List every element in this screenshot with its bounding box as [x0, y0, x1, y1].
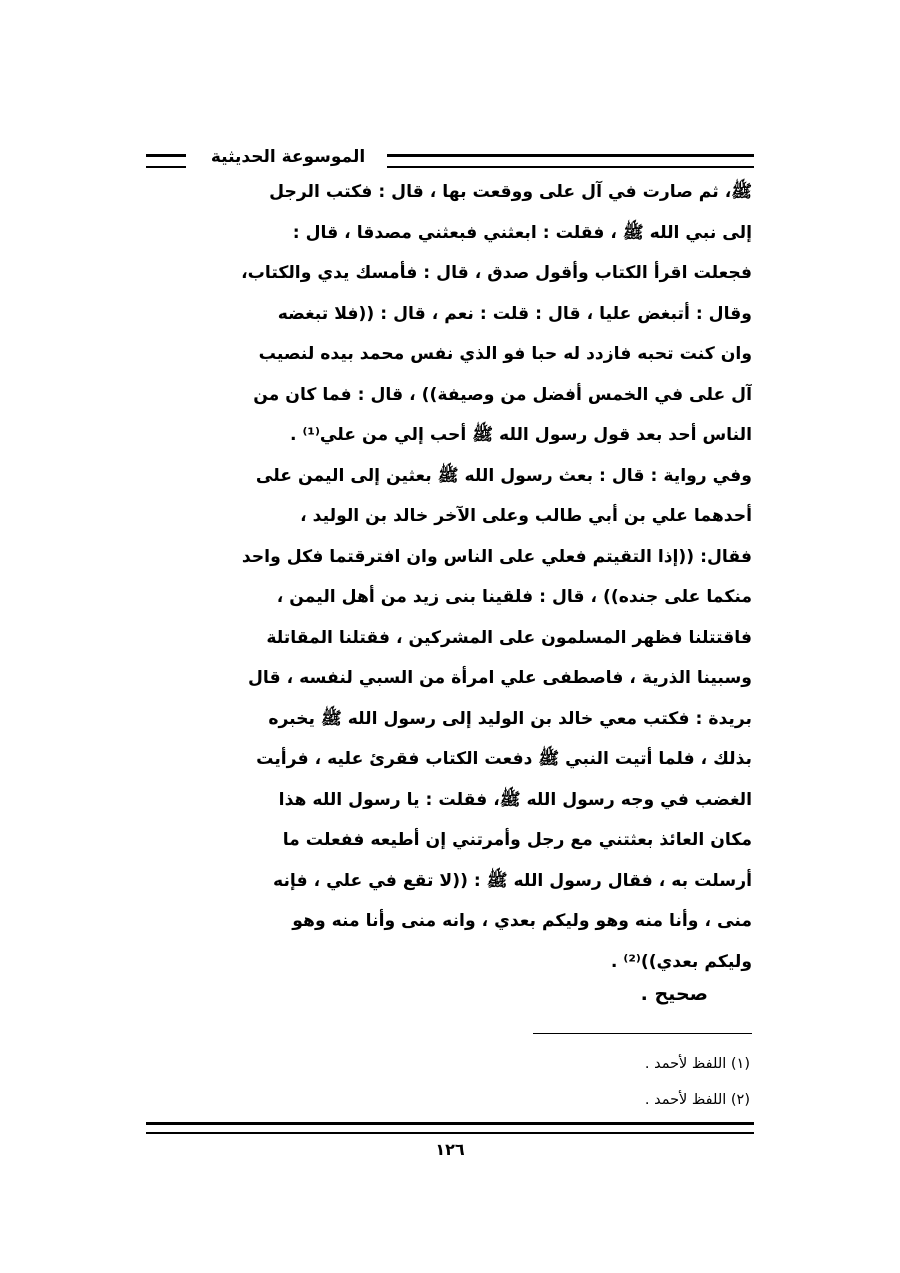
- text-line: الناس أحد بعد قول رسول الله ﷺ أحب إلي من علي⁽¹⁾ .: [289, 425, 752, 445]
- text-line: وقال : أتبغض عليا ، قال : قلت : نعم ، قال : ((فلا تبغضه: [277, 303, 752, 324]
- text-line: وسبينا الذرية ، فاصطفى علي امرأة من السبي لنفسه ، قال: [248, 668, 752, 688]
- text-line: وليكم بعدي))⁽²⁾ .: [610, 951, 752, 972]
- text-line: أحدهما علي بن أبي طالب وعلى الآخر خالد بن الوليد ،: [300, 506, 752, 526]
- text-line: بذلك ، فلما أتيت النبي ﷺ دفعت الكتاب فقرئ عليه ، فرأيت: [256, 749, 752, 769]
- main-text: [148, 172, 752, 982]
- footnotes: [150, 1046, 750, 1118]
- text-line: فاقتتلنا فظهر المسلمون على المشركين ، فقتلنا المقاتلة: [266, 627, 752, 648]
- text-line: آل على في الخمس أفضل من وصيفة)) ، قال : فما كان من: [253, 384, 752, 405]
- text-line: وان كنت تحبه فازدد له حبا فو الذي نفس محمد بيده لنصيب: [258, 344, 752, 364]
- text-line: بريدة : فكتب معي خالد بن الوليد إلى رسول الله ﷺ يخبره: [268, 708, 752, 729]
- text-line: الغضب في وجه رسول الله ﷺ، فقلت : يا رسول الله هذا: [278, 789, 752, 810]
- text-line: منى ، وأنا منه وهو وليكم بعدي ، وانه منى وأنا منه وهو: [292, 911, 752, 931]
- header-rule-right: [387, 154, 754, 168]
- text-line: ﷺ، ثم صارت في آل على ووقعت بها ، قال : فكتب الرجل: [269, 182, 752, 202]
- grading-verdict: صحيح .: [640, 983, 708, 1005]
- text-line: إلى نبي الله ﷺ ، فقلت : ابعثني فبعثني مصدقا ، قال :: [292, 222, 752, 243]
- page-number: ١٢٦: [435, 1140, 465, 1159]
- bottom-rule: [146, 1122, 754, 1134]
- text-line: مكان العائذ بعثتني مع رجل وأمرتني إن أطيعه ففعلت ما: [282, 830, 752, 850]
- text-line: فقال: ((إذا التقيتم فعلي على الناس وان افترقتما فكل واحد: [241, 546, 752, 567]
- running-header: [146, 140, 754, 176]
- header-rule-left: [146, 154, 186, 168]
- text-line: وفي رواية : قال : بعث رسول الله ﷺ بعثين إلى اليمن على: [255, 465, 752, 486]
- text-line: أرسلت به ، فقال رسول الله ﷺ : ((لا تقع في علي ، فإنه: [273, 870, 752, 891]
- text-line: منكما على جنده)) ، قال : فلقينا بنى زيد من أهل اليمن ،: [276, 587, 752, 607]
- footnote-1: (١) اللفظ لأحمد .: [644, 1056, 750, 1072]
- text-line: فجعلت اقرأ الكتاب وأقول صدق ، قال : فأمسك يدي والكتاب،: [241, 263, 752, 283]
- footnote-2: (٢) اللفظ لأحمد .: [644, 1092, 750, 1108]
- header-title: الموسوعة الحديثية: [210, 147, 366, 167]
- footnote-separator: [533, 1033, 752, 1034]
